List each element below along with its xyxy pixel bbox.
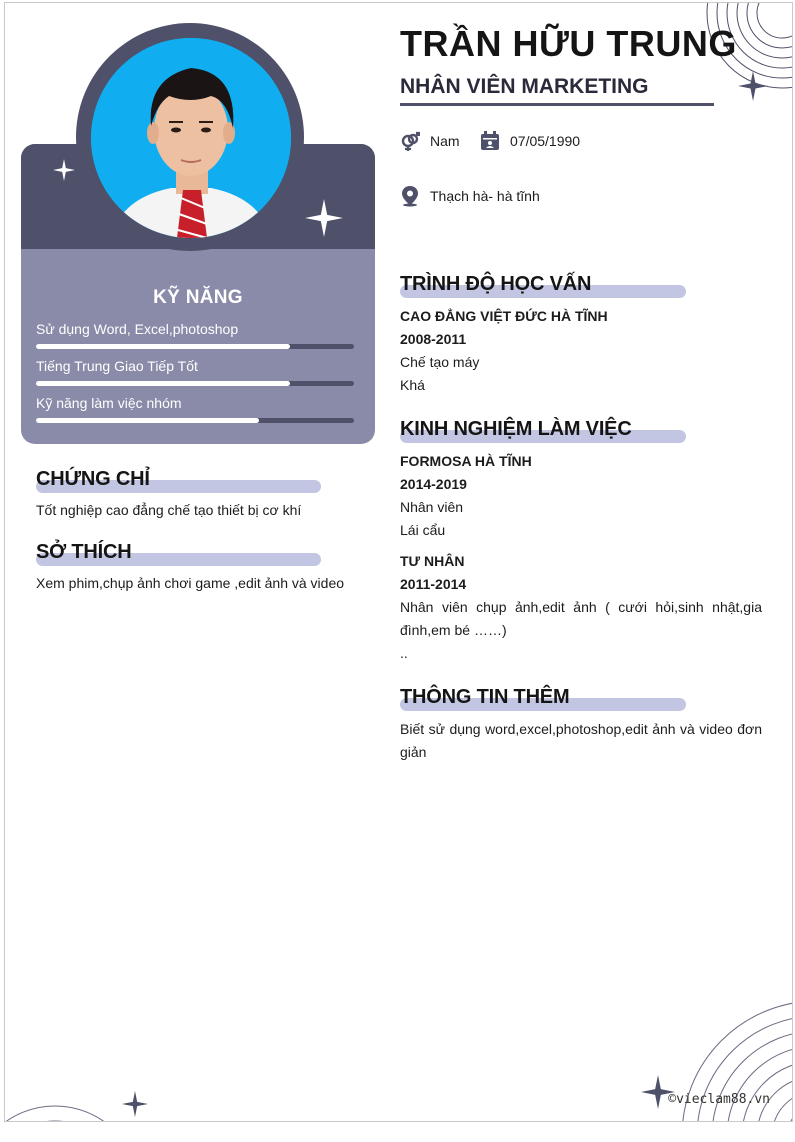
candidate-position: NHÂN VIÊN MARKETING <box>400 75 649 98</box>
address-info <box>400 185 540 207</box>
gender-info <box>400 131 460 151</box>
experience-heading <box>400 418 632 441</box>
person-portrait-icon <box>91 38 291 238</box>
education-school: CAO ĐẲNG VIỆT ĐỨC HÀ TĨNH <box>400 308 608 324</box>
certificates-text: Tốt nghiệp cao đẳng chế tạo thiết bị cơ khí <box>36 502 302 518</box>
job-years: 2014-2019 <box>400 476 467 492</box>
education-major: Chế tạo máy <box>400 354 480 370</box>
hobbies-heading <box>36 541 131 564</box>
sparkle-icon <box>122 1091 148 1117</box>
gender-value: Nam <box>430 133 460 149</box>
birthday-value: 07/05/1990 <box>510 133 581 149</box>
address-value: Thạch hà- hà tĩnh <box>430 188 540 204</box>
cv-page <box>4 2 793 1122</box>
skill-bar <box>36 418 354 423</box>
extra-info-text: Biết sử dụng word,excel,photoshop,edit ảnh và video đơn giản <box>400 721 762 760</box>
skill-item <box>36 358 354 386</box>
job-line: Nhân viên <box>400 499 464 515</box>
education-years: 2008-2011 <box>400 331 467 347</box>
hobbies-text: Xem phim,chụp ảnh chơi game ,edit ảnh và video <box>36 575 345 591</box>
job-company: FORMOSA HÀ TĨNH <box>400 453 532 469</box>
extra-info-heading <box>400 686 569 709</box>
skill-bar-fill <box>36 381 290 386</box>
section-title: KINH NGHIỆM LÀM VIỆC <box>400 418 632 440</box>
job-company: TƯ NHÂN <box>400 553 465 569</box>
section-title: TRÌNH ĐỘ HỌC VẤN <box>400 273 592 295</box>
location-pin-icon <box>400 185 420 207</box>
skill-bar-fill <box>36 418 259 423</box>
skill-label: Sử dụng Word, Excel,photoshop <box>36 321 239 337</box>
education-grade: Khá <box>400 377 425 393</box>
calendar-icon <box>480 131 500 151</box>
skill-bar <box>36 381 354 386</box>
section-title: THÔNG TIN THÊM <box>400 686 570 708</box>
sparkle-icon <box>53 159 75 181</box>
position-underline <box>400 103 714 106</box>
profile-photo <box>91 38 291 238</box>
job-line: Lái cẩu <box>400 522 446 538</box>
section-title: CHỨNG CHỈ <box>36 468 150 490</box>
sparkle-icon <box>738 71 768 101</box>
skill-item <box>36 395 354 423</box>
skill-label: Tiếng Trung Giao Tiếp Tốt <box>36 358 198 374</box>
decorative-arcs-bottom-left <box>4 1061 135 1122</box>
job-line: Nhân viên chụp ảnh,edit ảnh ( cưới hỏi,sinh nhật,gia đình,em bé ……) <box>400 599 762 638</box>
skill-bar <box>36 344 354 349</box>
skills-title: KỸ NĂNG <box>153 287 243 308</box>
education-heading <box>400 273 591 296</box>
section-title: SỞ THÍCH <box>36 541 132 563</box>
sparkle-icon <box>305 199 343 237</box>
birthday-info <box>480 131 580 151</box>
gender-icon <box>400 131 420 151</box>
watermark: ©vieclam88.vn <box>668 1092 770 1107</box>
certificates-heading <box>36 468 150 491</box>
skill-bar-fill <box>36 344 290 349</box>
job-years: 2011-2014 <box>400 576 467 592</box>
skill-item <box>36 321 354 349</box>
candidate-name: TRẦN HỮU TRUNG <box>400 23 737 64</box>
skill-label: Kỹ năng làm việc nhóm <box>36 395 182 411</box>
job-line: .. <box>400 645 408 661</box>
